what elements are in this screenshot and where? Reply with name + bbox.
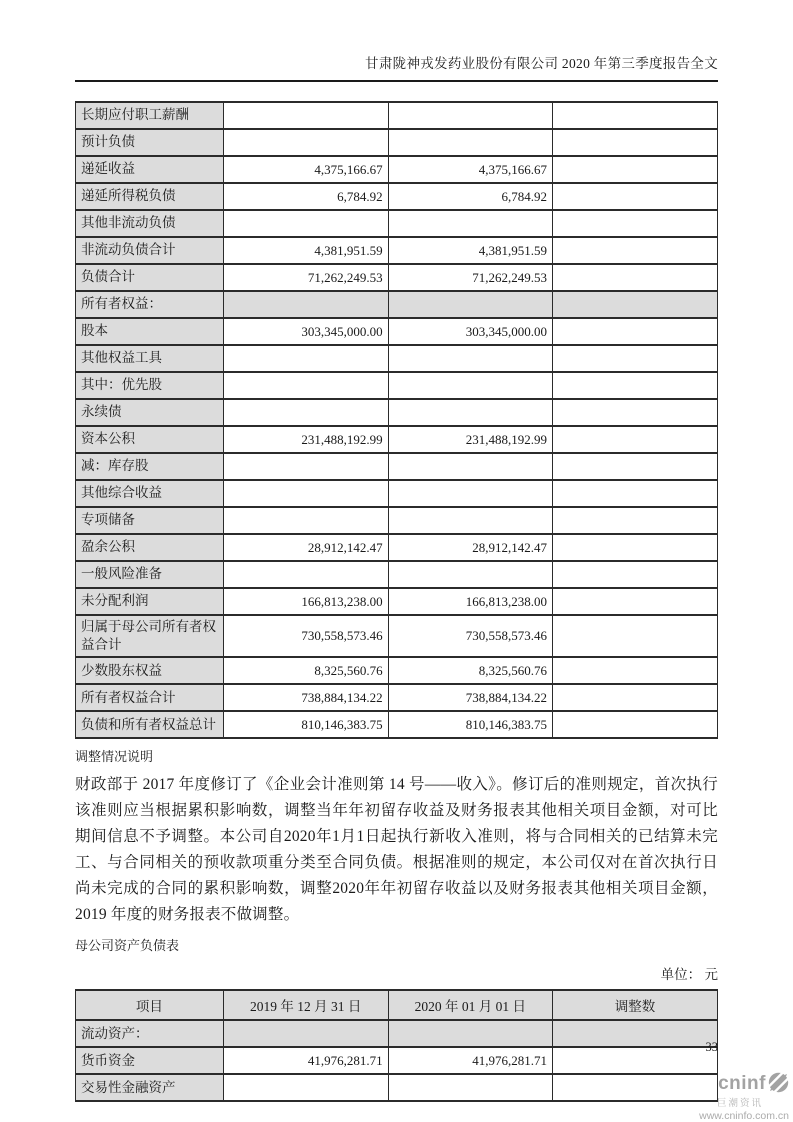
row-value-adjustment [552, 264, 717, 291]
row-value-period-end: 4,375,166.67 [223, 156, 388, 183]
row-label: 未分配利润 [76, 588, 224, 615]
column-header: 项目 [76, 990, 224, 1020]
row-value-adjustment [552, 561, 717, 588]
row-value-2020-01-01: 41,976,281.71 [388, 1047, 552, 1074]
row-value-period-end [223, 372, 388, 399]
document-header [75, 0, 718, 82]
row-value-period-end: 303,345,000.00 [223, 318, 388, 345]
table-row [76, 318, 718, 345]
row-label: 股本 [76, 318, 224, 345]
table-row [76, 426, 718, 453]
page-header-title: 甘肃陇神戎发药业股份有限公司 2020 年第三季度报告全文 [365, 56, 718, 71]
table-row [76, 1047, 718, 1074]
row-value-2019-12-31 [223, 1020, 388, 1047]
consolidated-balance-sheet-table [75, 101, 718, 739]
striped-globe-icon [768, 1072, 789, 1098]
row-value-period-begin: 28,912,142.47 [388, 534, 552, 561]
row-label: 少数股东权益 [76, 657, 224, 684]
row-value-adjustment [552, 237, 717, 264]
row-value-adjustment [552, 657, 717, 684]
row-value-period-end: 4,381,951.59 [223, 237, 388, 264]
row-label: 长期应付职工薪酬 [76, 102, 224, 129]
table-header-row [76, 990, 718, 1020]
table-row [76, 588, 718, 615]
row-label: 递延收益 [76, 156, 224, 183]
row-value-period-end [223, 129, 388, 156]
row-value-period-end: 810,146,383.75 [223, 711, 388, 738]
row-value-period-end: 738,884,134.22 [223, 684, 388, 711]
row-value-adjustment [552, 372, 717, 399]
row-value-period-begin: 231,488,192.99 [388, 426, 552, 453]
row-value-period-begin [388, 345, 552, 372]
table-row [76, 156, 718, 183]
row-label: 其他综合收益 [76, 480, 224, 507]
row-value-period-end [223, 507, 388, 534]
row-value-period-end: 6,784.92 [223, 183, 388, 210]
row-value-period-begin: 8,325,560.76 [388, 657, 552, 684]
row-value-adjustment [552, 345, 717, 372]
cninfo-logo-url: www.cninfo.com.cn [699, 1110, 789, 1122]
row-value-adjustment [552, 1074, 717, 1101]
table-row [76, 345, 718, 372]
row-value-adjustment [552, 615, 717, 657]
row-value-period-begin [388, 210, 552, 237]
table-row [76, 711, 718, 738]
row-label: 资本公积 [76, 426, 224, 453]
row-label: 所有者权益： [76, 291, 224, 318]
row-value-period-end [223, 453, 388, 480]
row-label: 盈余公积 [76, 534, 224, 561]
page-number: 33 [705, 1040, 718, 1054]
table-row [76, 561, 718, 588]
row-value-period-begin [388, 102, 552, 129]
row-label: 递延所得税负债 [76, 183, 224, 210]
row-label: 流动资产： [76, 1020, 224, 1047]
row-value-adjustment [552, 480, 717, 507]
table-row [76, 1020, 718, 1047]
row-value-adjustment [552, 102, 717, 129]
parent-balance-sheet-table [75, 989, 718, 1102]
row-value-adjustment [552, 318, 717, 345]
row-value-period-end [223, 291, 388, 318]
cninfo-logo [699, 1072, 789, 1122]
row-value-period-begin [388, 291, 552, 318]
row-value-adjustment [552, 129, 717, 156]
table-row [76, 372, 718, 399]
row-label: 归属于母公司所有者权益合计 [76, 615, 224, 657]
row-value-period-begin [388, 507, 552, 534]
row-value-adjustment [552, 210, 717, 237]
row-value-period-begin: 730,558,573.46 [388, 615, 552, 657]
row-value-period-begin: 810,146,383.75 [388, 711, 552, 738]
row-value-adjustment [552, 453, 717, 480]
row-value-period-begin: 303,345,000.00 [388, 318, 552, 345]
row-value-period-end: 8,325,560.76 [223, 657, 388, 684]
parent-balance-sheet-title: 母公司资产负债表 [75, 938, 180, 954]
row-value-period-end: 730,558,573.46 [223, 615, 388, 657]
row-label: 货币资金 [76, 1047, 224, 1074]
row-value-period-begin [388, 453, 552, 480]
row-value-period-end [223, 210, 388, 237]
row-value-period-begin: 6,784.92 [388, 183, 552, 210]
table-row [76, 507, 718, 534]
table-row [76, 102, 718, 129]
row-label: 其他权益工具 [76, 345, 224, 372]
row-value-adjustment [552, 291, 717, 318]
row-value-period-end [223, 102, 388, 129]
row-value-adjustment [552, 711, 717, 738]
adjustment-note-heading: 调整情况说明 [75, 749, 154, 765]
row-value-period-begin: 166,813,238.00 [388, 588, 552, 615]
cninfo-logo-chinese-name: 巨潮资讯 [716, 1097, 763, 1109]
row-value-adjustment [552, 1020, 717, 1047]
table-row [76, 237, 718, 264]
table-row [76, 480, 718, 507]
row-value-period-end: 231,488,192.99 [223, 426, 388, 453]
row-value-adjustment [552, 588, 717, 615]
row-value-2019-12-31 [223, 1074, 388, 1101]
table-row [76, 129, 718, 156]
table-row [76, 684, 718, 711]
table-row [76, 534, 718, 561]
row-label: 减：库存股 [76, 453, 224, 480]
row-value-period-end [223, 561, 388, 588]
row-value-2019-12-31: 41,976,281.71 [223, 1047, 388, 1074]
adjustment-note-paragraph: 财政部于 2017 年度修订了《企业会计准则第 14 号——收入》。修订后的准则规定，首次执行该准则应当根据累积影响数，调整当年年初留存收益及财务报表其他相关项目金额，对可比期间信息不予调整。本公司自2020年1月1日起执行新收入准则，将与合同相关的已结算未完工、与合同相关的预收款项重分类至合同负债。根据准则的规定，本公司仅对在首次执行日尚未完成的合同的累积影响数，调整2020年年初留存收益以及财务报表其他相关项目金额，2019 年度的财务报表不做调整。 [75, 776, 718, 924]
table-row [76, 453, 718, 480]
row-value-adjustment [552, 399, 717, 426]
row-value-adjustment [552, 426, 717, 453]
row-label: 负债合计 [76, 264, 224, 291]
table-row [76, 399, 718, 426]
row-value-period-begin [388, 399, 552, 426]
column-header: 2019 年 12 月 31 日 [223, 990, 388, 1020]
row-value-period-begin: 71,262,249.53 [388, 264, 552, 291]
row-value-period-end [223, 399, 388, 426]
table-row [76, 264, 718, 291]
row-label: 其他非流动负债 [76, 210, 224, 237]
row-value-period-begin [388, 561, 552, 588]
row-value-period-end [223, 345, 388, 372]
row-value-adjustment [552, 507, 717, 534]
table-row [76, 210, 718, 237]
row-value-period-begin [388, 480, 552, 507]
row-value-period-begin [388, 129, 552, 156]
row-label: 预计负债 [76, 129, 224, 156]
row-value-period-begin: 4,381,951.59 [388, 237, 552, 264]
table-row [76, 657, 718, 684]
row-label: 所有者权益合计 [76, 684, 224, 711]
row-label: 专项储备 [76, 507, 224, 534]
unit-label: 单位： 元 [660, 967, 718, 983]
row-value-2020-01-01 [388, 1074, 552, 1101]
row-value-period-end: 28,912,142.47 [223, 534, 388, 561]
row-value-adjustment [552, 156, 717, 183]
row-value-period-end [223, 480, 388, 507]
table-row [76, 183, 718, 210]
row-label: 其中：优先股 [76, 372, 224, 399]
column-header: 2020 年 01 月 01 日 [388, 990, 552, 1020]
table-row [76, 1074, 718, 1101]
table-row [76, 291, 718, 318]
row-value-period-end: 166,813,238.00 [223, 588, 388, 615]
row-value-period-begin: 738,884,134.22 [388, 684, 552, 711]
row-label: 交易性金融资产 [76, 1074, 224, 1101]
row-value-adjustment [552, 534, 717, 561]
table-row [76, 615, 718, 657]
row-value-adjustment [552, 1047, 717, 1074]
row-label: 负债和所有者权益总计 [76, 711, 224, 738]
row-label: 永续债 [76, 399, 224, 426]
row-label: 非流动负债合计 [76, 237, 224, 264]
row-value-adjustment [552, 183, 717, 210]
column-header: 调整数 [552, 990, 717, 1020]
row-value-adjustment [552, 684, 717, 711]
row-value-2020-01-01 [388, 1020, 552, 1047]
row-value-period-begin: 4,375,166.67 [388, 156, 552, 183]
row-value-period-end: 71,262,249.53 [223, 264, 388, 291]
cninfo-logo-text: cninf [718, 1073, 766, 1095]
row-label: 一般风险准备 [76, 561, 224, 588]
row-value-period-begin [388, 372, 552, 399]
